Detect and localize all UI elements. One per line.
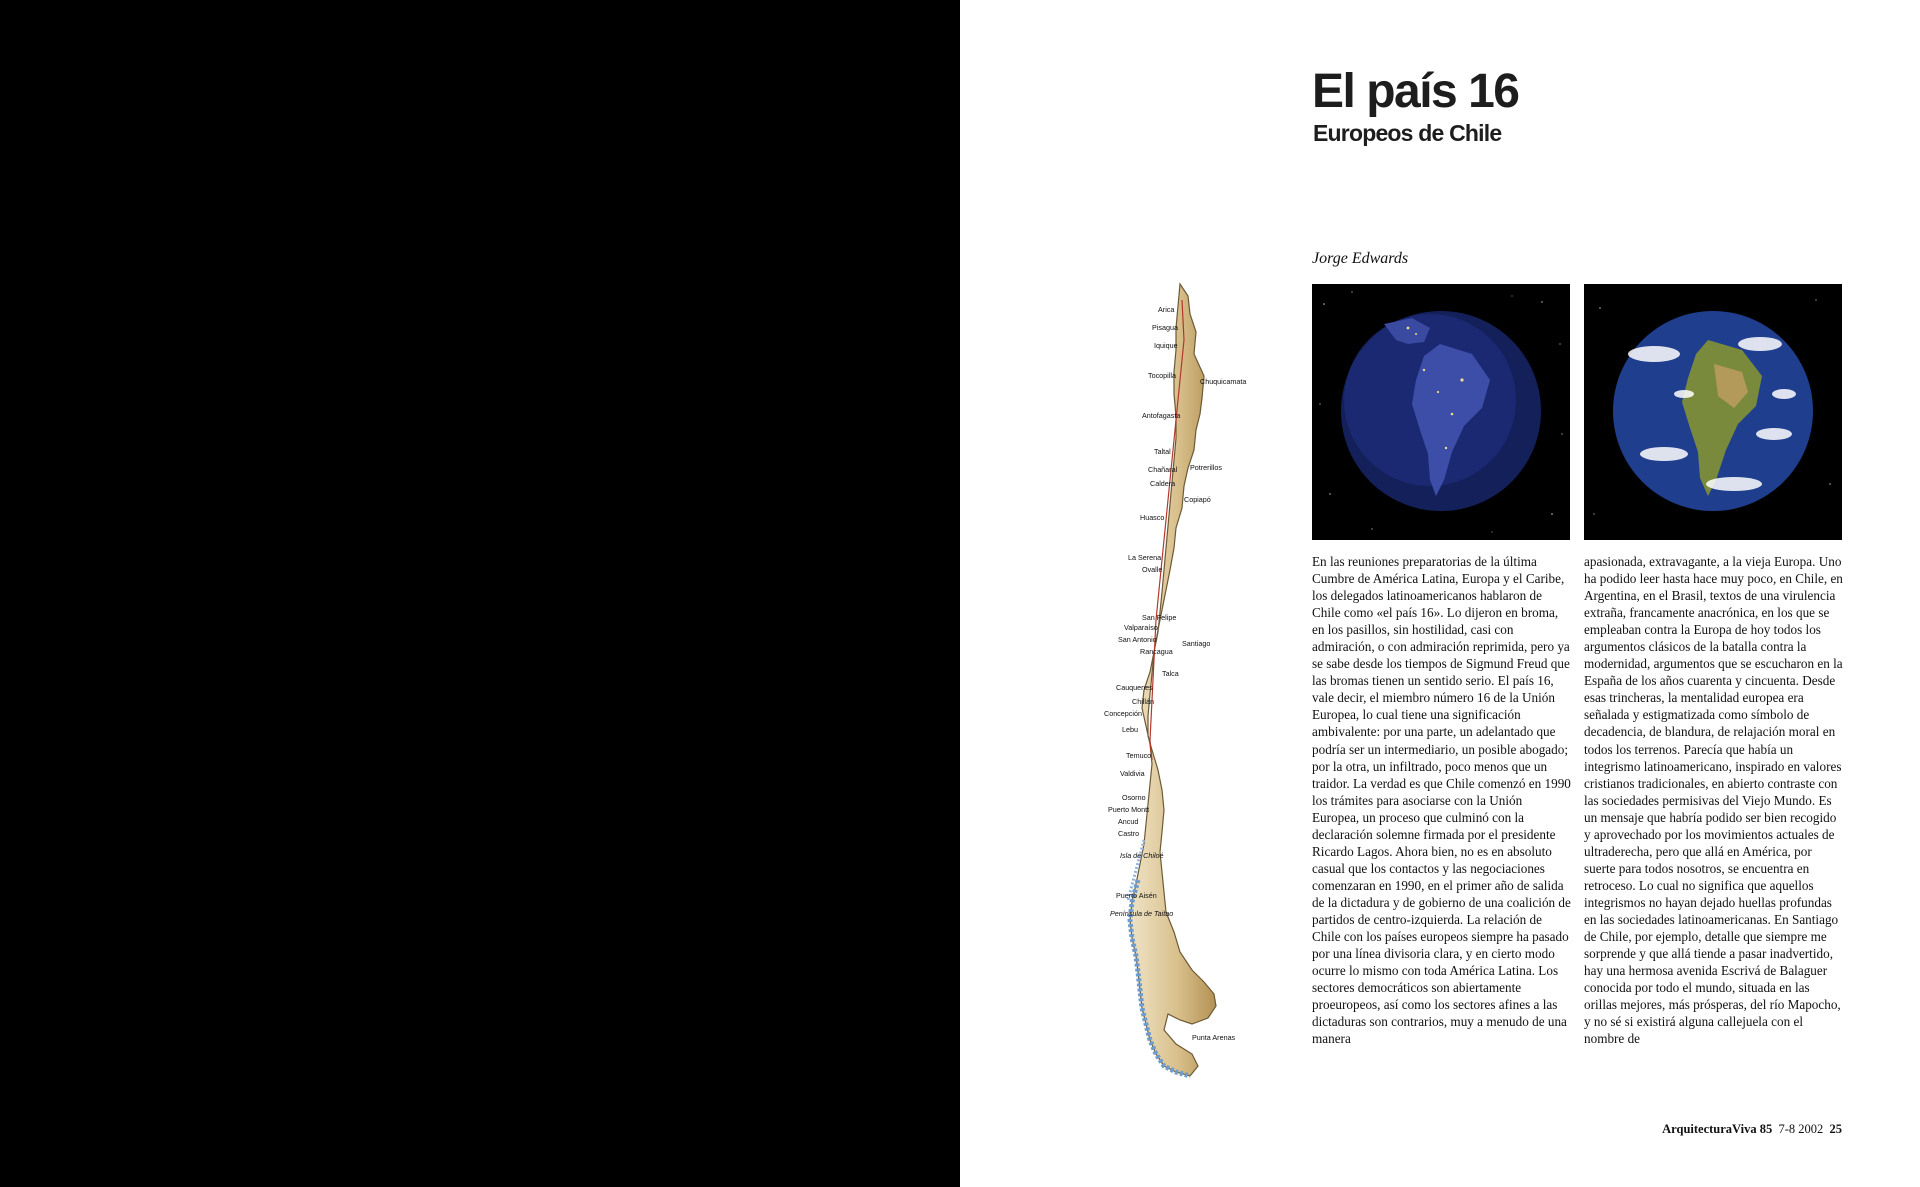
map-city-label: Chuquicamata [1200, 377, 1247, 386]
map-city-label: Pisagua [1152, 323, 1178, 332]
photo-earth-day [1584, 284, 1842, 540]
footer-date: 7-8 2002 [1778, 1122, 1824, 1136]
map-city-label: Ancud [1118, 817, 1139, 826]
map-city-label: San Felipe [1142, 613, 1177, 622]
chile-landmass [1130, 284, 1216, 1076]
map-city-label: Potrerillos [1190, 463, 1222, 472]
map-city-label: Temuco [1126, 751, 1152, 760]
map-city-label: Castro [1118, 829, 1140, 838]
map-city-label: Valdivia [1120, 769, 1145, 778]
chile-map [1080, 280, 1260, 1090]
map-city-label: La Serena [1128, 553, 1162, 562]
map-city-label: San Antonio [1118, 635, 1157, 644]
map-city-label: Chañaral [1148, 465, 1178, 474]
article-author: Jorge Edwards [1312, 250, 1409, 267]
map-city-label: Cauquenes [1116, 683, 1153, 692]
map-city-label: Lebu [1122, 725, 1138, 734]
footer-magazine: ArquitecturaViva 85 [1662, 1122, 1773, 1136]
map-city-label: Valparaíso [1124, 623, 1158, 632]
map-city-label: Puerto Montt [1108, 805, 1150, 814]
map-city-label: Huasco [1140, 513, 1165, 522]
map-city-label: Tocopilla [1148, 371, 1176, 380]
photo-earth-night [1312, 284, 1570, 540]
map-city-label: Santiago [1182, 639, 1211, 648]
map-city-label: Concepción [1104, 709, 1142, 718]
map-city-label: Talca [1162, 669, 1179, 678]
map-city-label: Caldera [1150, 479, 1176, 488]
map-city-label: Osorno [1122, 793, 1146, 802]
map-city-label: Ovalle [1142, 565, 1163, 574]
map-city-label: Copiapó [1184, 495, 1211, 504]
map-city-label: Taltal [1154, 447, 1171, 456]
body-column-1: En las reuniones preparatorias de la última Cumbre de América Latina, Europa y el Caribe, los delegados latinoamericanos hablaron de Chile como «el país 16». Lo dijeron en broma, en los pasillos, sin hostilidad, casi con admiración, o con admiración reprimida, pero ya se sabe desde los tiempos de Sigmund Freud que las bromas tienen un sentido serio. El país 16, vale decir, el miembro número 16 de la Unión Europea, lo cual tiene una significación ambivalente: por una parte, un adelantado que podría ser un intermediario, un posible abogado; por la otra, un infiltrado, poco menos que un traidor. La verdad es que Chile comenzó en 1990 los trámites para asociarse con la Unión Europea, un proceso que culminó con la declaración solemne firmada por el presidente Ricardo Lagos. Ahora bien, no es en absoluto casual que los contactos y las negociaciones comenzaran en 1990, en el primer año de salida de la dictadura y de gobierno de una coalición de partidos de centro-izquierda. La relación de Chile con los países europeos siempre ha pasado por una línea divisoria clara, y en cierto modo ocurre lo mismo con toda América Latina. Los sectores democráticos son abiertamente proeuropeos, así como los sectores afines a las dictaduras son contrarios, muy a menudo de una manera [1312, 554, 1571, 1047]
map-city-label: Chillán [1132, 697, 1154, 706]
map-city-label: Arica [1158, 305, 1175, 314]
page-footer [1400, 1122, 1842, 1137]
article-title: El país 16 [1312, 65, 1519, 118]
map-city-label: Punta Arenas [1192, 1033, 1236, 1042]
map-city-label: Puerto Aisén [1116, 891, 1157, 900]
map-city-label: Rancagua [1140, 647, 1173, 656]
map-city-label: Isla de Chiloé [1120, 851, 1164, 860]
map-city-label: Antofagasta [1142, 411, 1181, 420]
footer-page-number: 25 [1829, 1122, 1842, 1136]
map-city-label: Península de Taitao [1110, 909, 1174, 918]
map-city-label: Iquique [1154, 341, 1178, 350]
article-subtitle: Europeos de Chile [1313, 120, 1502, 146]
body-column-2: apasionada, extravagante, a la vieja Europa. Uno ha podido leer hasta hace muy poco, en Chile, en Argentina, en el Brasil, textos de una virulencia extraña, francamente anacrónica, en los que se empleaban contra la Europa de hoy todos los argumentos clásicos de la batalla contra la modernidad, argumentos que se escucharon en la España de los años cuarenta y cincuenta. Desde esas trincheras, la mentalidad europea era señalada y estigmatizada como símbolo de decadencia, de blandura, de relajación moral en todos los terrenos. Parecía que había un integrismo latinoamericano, inspirado en valores cristianos tradicionales, en abierto contraste con las sociedades permisivas del Viejo Mundo. Es un mensaje que habría podido ser bien recogido y aprovechado por los movimientos actuales de ultraderecha, pero que allá en América, por suerte para todos nosotros, se encuentra en retroceso. Lo cual no significa que aquellos integrismos no hayan dejado huellas profundas en las sociedades latinoamericanas. En Santiago de Chile, por ejemplo, detalle que siempre me sorprende y que allá tiende a pasar inadvertido, hay una hermosa avenida Escrivá de Balaguer conocida por todo el mundo, situada en las orillas mejores, más prósperas, del río Mapocho, y no sé si existirá alguna callejuela con el nombre de [1584, 554, 1843, 1047]
